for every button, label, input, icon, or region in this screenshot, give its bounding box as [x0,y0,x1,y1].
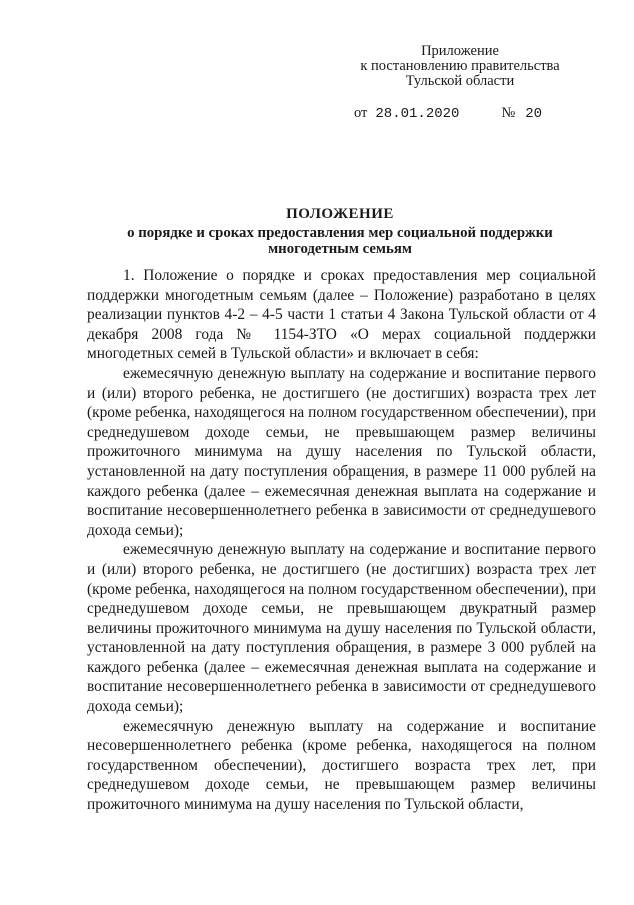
appendix-line-1: Приложение [421,43,499,59]
title-main: ПОЛОЖЕНИЕ [286,206,394,222]
resolution-date: 28.01.2020 [375,106,460,122]
appendix-line-2: к постановлению правительства [360,58,560,74]
title-subtitle-line-2: многодетным семьям [268,241,412,257]
resolution-dateline [354,105,542,122]
appendix-line-3: Тульской области [405,73,515,89]
paragraph: ежемесячную денежную выплату на содержание и воспитание первого и (или) второго ребенка, не достигшего (не достигших) возраста трех лет (кроме ребенка, находящегося на полном государственном обеспечении), при среднедушевом доходе семьи, не превышающем двукратный размер величины прожиточного минимума на душу населения по Тульской области, установленной на дату поступления обращения, в размере 3 000 рублей на каждого ребенка (далее – ежемесячная денежная выплата на содержание и воспитание несовершеннолетнего ребенка в зависимости от среднедушевого дохода семьи); [87,541,596,716]
date-prefix: от [354,105,368,121]
paragraph: ежемесячную денежную выплату на содержание и воспитание первого и (или) второго ребенка, не достигшего (не достигших) возраста трех лет (кроме ребенка, находящегося на полном государственном обеспечении), при среднедушевом доходе семьи, не превышающем размер величины прожиточного минимума на душу населения по Тульской области, установленной на дату поступления обращения, в размере 11 000 рублей на каждого ребенка (далее – ежемесячная денежная выплата на содержание и воспитание несовершеннолетнего ребенка в зависимости от среднедушевого дохода семьи); [87,364,596,539]
number-sign: № [501,105,516,121]
paragraph: 1. Положение о порядке и сроках предоставления мер социальной поддержки многодетным семьям (далее – Положение) разработано в целях реализации пунктов 4-2 – 4-5 части 1 статьи 4 Закона Тульской области от 4 декабря 2008 года № 1154-ЗТО «О мерах социальной поддержки многодетных семей в Тульской области» и включает в себя: [87,267,596,363]
document-body [87,266,596,815]
resolution-number: 20 [525,106,543,122]
paragraph: ежемесячную денежную выплату на содержание и воспитание несовершеннолетнего ребенка (кроме ребенка, находящегося на полном государственном обеспечении), достигшего возраста трех лет, при среднедушевом доходе семьи, не превышающем размер величины прожиточного минимума на душу населения по Тульской области, [87,717,596,814]
document-title [60,206,620,258]
title-subtitle-line-1: о порядке и сроках предоставления мер социальной поддержки [127,224,553,241]
appendix-header [340,44,580,89]
